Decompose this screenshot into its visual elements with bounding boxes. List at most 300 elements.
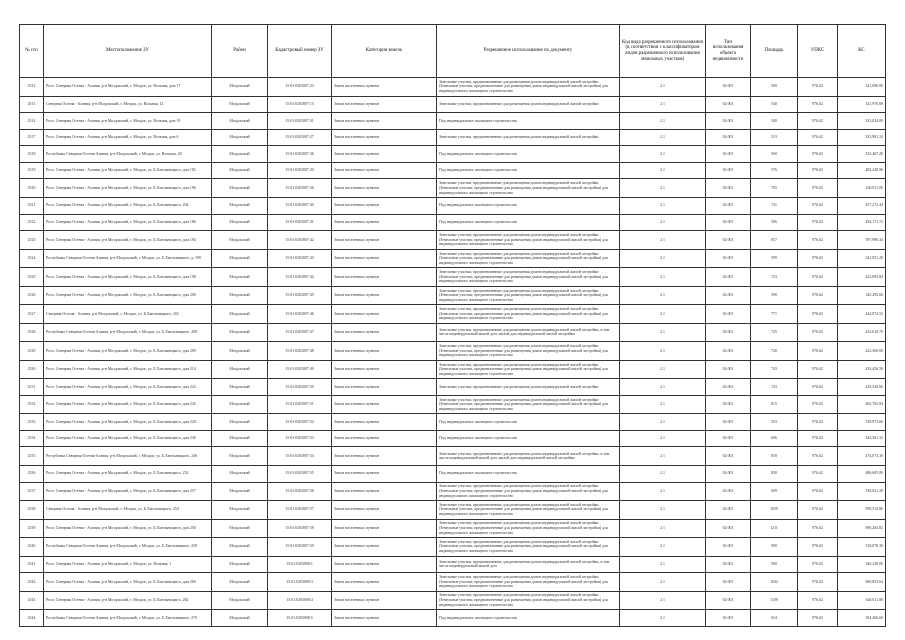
row-category: Земли населенных пунктов (332, 214, 437, 231)
row-district: Моздокский (212, 538, 268, 557)
row-cadastral: 15:01:0203007:44 (268, 268, 332, 287)
row-use-code: 2.1 (620, 113, 706, 130)
row-district: Моздокский (212, 197, 268, 214)
row-cadastral: 15:01:0203007:59 (268, 538, 332, 557)
row-permitted-use: Земельные участки, предназначенные для размещения домов индивидуальной жилой застройки (Земельные участки, предназначенные для размещения домов индивидуальной жилой застройки) для индивидуального жилищного строительства (437, 179, 620, 198)
row-cadastral: 15:01:0203007:57 (268, 501, 332, 520)
row-use-type: 02:001 (706, 146, 751, 163)
row-upks: 976,62 (798, 268, 838, 287)
row-upks: 976,62 (798, 482, 838, 501)
row-ks: 486,685.80 (838, 465, 886, 482)
row-use-type: 02:001 (706, 268, 751, 287)
row-upks: 976,62 (798, 162, 838, 179)
table-row (20, 268, 886, 287)
col-header-ks: КС (838, 25, 886, 78)
row-ks: 626,011.88 (838, 591, 886, 610)
table-row (20, 591, 886, 610)
row-number: 2538 (20, 501, 44, 520)
table-row (20, 573, 886, 592)
row-category: Земли населенных пунктов (332, 430, 437, 447)
row-area: 1059 (751, 501, 798, 520)
row-area: 590 (751, 286, 798, 305)
row-permitted-use: Под индивидуальное жилищное строительство (437, 430, 620, 447)
row-upks: 976,62 (798, 146, 838, 163)
row-location: Респ. Северная Осетия - Алания, р-н Моздокский, г. Моздок, ул. Б.Хмельницкого, дом 228 (44, 414, 212, 431)
col-header-category: Категория земель (332, 25, 437, 78)
row-ks: 321,976.00 (838, 96, 886, 113)
row-number: 2521 (20, 197, 44, 214)
col-header-area: Площадь (751, 25, 798, 78)
row-use-code: 2.1 (620, 305, 706, 324)
row-area: 540 (751, 96, 798, 113)
row-area: 590 (751, 556, 798, 573)
row-permitted-use: Земельные участки, предназначенные для размещения домов индивидуальной жилой застройки (Земельные участки, предназначенные для размещения домов индивидуальной жилой застройки) для индивидуального жилищного строительства (437, 231, 620, 250)
row-cadastral: 15:01:0203007:36 (268, 179, 332, 198)
row-area: 1042 (751, 573, 798, 592)
row-district: Моздокский (212, 179, 268, 198)
row-area: 576 (751, 162, 798, 179)
row-category: Земли населенных пунктов (332, 379, 437, 396)
row-permitted-use: Земельные участки, предназначенные для размещения домов индивидуальной жилой застройки, в том числе индивидуальный жилой дом, жилой дом индивидуальной жилой застройки (437, 447, 620, 466)
col-header-permitted-use: Разрешенное использование по документу (437, 25, 620, 78)
row-category: Земли населенных пунктов (332, 231, 437, 250)
row-ks: 321,096.00 (838, 78, 886, 97)
table-row (20, 501, 886, 520)
row-use-type: 02:001 (706, 430, 751, 447)
row-permitted-use: Земельные участки, предназначенные для размещения домов индивидуальной жилой застройки (437, 379, 620, 396)
row-ks: 600,853.64 (838, 573, 886, 592)
row-category: Земли населенных пунктов (332, 414, 437, 431)
row-location: Республика Северная Осетия-Алания, р-н Моздокский, г. Моздок, ул. Б.Хмельницкого, 270 (44, 610, 212, 627)
row-use-code: 2.1 (620, 414, 706, 431)
row-number: 2535 (20, 447, 44, 466)
row-number: 2534 (20, 430, 44, 447)
row-cadastral: 15:01:0203007:51 (268, 395, 332, 414)
row-area: 1211 (751, 519, 798, 538)
row-area: 723 (751, 268, 798, 287)
row-cadastral: 15:01:0203007:40 (268, 197, 332, 214)
row-upks: 976,62 (798, 447, 838, 466)
row-upks: 976,62 (798, 113, 838, 130)
row-use-code: 2.1 (620, 538, 706, 557)
row-permitted-use: Под индивидуальное жилищное строительство (437, 113, 620, 130)
row-category: Земли населенных пунктов (332, 179, 437, 198)
row-upks: 976,62 (798, 179, 838, 198)
row-district: Моздокский (212, 591, 268, 610)
row-number: 2528 (20, 323, 44, 342)
row-category: Земли населенных пунктов (332, 538, 437, 557)
row-cadastral: 15:01:0203007:53 (268, 430, 332, 447)
row-location: Республика Северная Осетия-Алания, р-н Моздокский, г. Моздок, ул. Б.Хмельницкого, 258 (44, 538, 212, 557)
row-upks: 976,62 (798, 96, 838, 113)
row-category: Земли населенных пунктов (332, 465, 437, 482)
table-row (20, 482, 886, 501)
table-row (20, 430, 886, 447)
row-use-type: 02:001 (706, 447, 751, 466)
row-use-type: 02:001 (706, 379, 751, 396)
row-location: Респ. Северная Осетия - Алания, р-н Моздокский, г. Моздок, ул. Б.Хмельницкого, дом 256 (44, 519, 212, 538)
row-category: Земли населенных пунктов (332, 286, 437, 305)
row-use-type: 02:001 (706, 214, 751, 231)
row-category: Земли населенных пунктов (332, 573, 437, 592)
table-row (20, 96, 886, 113)
row-area: 506 (751, 214, 798, 231)
row-permitted-use: Земельные участки, предназначенные для размещения домов индивидуальной жилой застройки (Земельные участки, предназначенные для размещения домов индивидуальной жилой застройки) для индивидуального жилищного строительства (437, 591, 620, 610)
row-district: Моздокский (212, 249, 268, 268)
row-permitted-use: Земельные участки, предназначенные для размещения домов индивидуальной жилой застройки (437, 129, 620, 146)
row-upks: 976,62 (798, 610, 838, 627)
row-category: Земли населенных пунктов (332, 610, 437, 627)
row-area: 553 (751, 414, 798, 431)
row-category: Земли населенных пунктов (332, 591, 437, 610)
row-district: Моздокский (212, 482, 268, 501)
row-upks: 976,62 (798, 538, 838, 557)
row-district: Моздокский (212, 360, 268, 379)
row-area: 560 (751, 146, 798, 163)
row-district: Моздокский (212, 447, 268, 466)
row-permitted-use: Земельные участки, предназначенные для размещения домов индивидуальной жилой застройки (Земельные участки, предназначенные для размещения домов индивидуальной жилой застройки) для индивидуального жилищного строительства (437, 342, 620, 361)
row-district: Моздокский (212, 573, 268, 592)
row-cadastral: 15:01:0203007:31 (268, 113, 332, 130)
row-number: 2518 (20, 146, 44, 163)
row-number: 2536 (20, 465, 44, 482)
row-use-code: 2.1 (620, 197, 706, 214)
row-district: Моздокский (212, 556, 268, 573)
row-use-type: 02:001 (706, 360, 751, 379)
row-number: 2537 (20, 482, 44, 501)
row-area: 815 (751, 395, 798, 414)
row-use-type: 02:001 (706, 286, 751, 305)
row-ks: 422,560.00 (838, 342, 886, 361)
row-location: Северная Осетия - Алания, р-н Моздокский, г. Моздок, ул. Вольная, 12 (44, 96, 212, 113)
row-upks: 976,62 (798, 573, 838, 592)
table-row (20, 197, 886, 214)
document-page (19, 24, 885, 627)
row-use-code: 2.1 (620, 501, 706, 520)
row-upks: 976,62 (798, 465, 838, 482)
table-row (20, 231, 886, 250)
row-cadastral: 15:01:0203007:48 (268, 342, 332, 361)
row-use-type: 02:001 (706, 519, 751, 538)
row-use-type: 02:001 (706, 323, 751, 342)
row-number: 2543 (20, 591, 44, 610)
row-cadastral: 15:01:0203008:4 (268, 591, 332, 610)
row-cadastral: 15:01:0203008:3 (268, 573, 332, 592)
row-district: Моздокский (212, 268, 268, 287)
row-location: Респ. Северная Осетия - Алания, р-н Моздокский, г. Моздок, ул. Б.Хмельницкого, дом 182 (44, 162, 212, 179)
table-row (20, 556, 886, 573)
row-cadastral: 15:01:0203007:43 (268, 249, 332, 268)
row-district: Моздокский (212, 395, 268, 414)
row-ks: 422,610.70 (838, 323, 886, 342)
row-area: 743 (751, 379, 798, 396)
row-location: Респ. Северная Осетия - Алания, р-н Моздокский, г. Моздок, ул. Б.Хмельницкого, дом 196 (44, 179, 212, 198)
table-row (20, 342, 886, 361)
row-permitted-use: Земельные участки, предназначенные для размещения домов индивидуальной жилой застройки (Земельные участки, предназначенные для размещения домов индивидуальной жилой застройки) для индивидуального жилищного строительства (437, 395, 620, 414)
row-upks: 976,62 (798, 305, 838, 324)
row-location: Респ. Северная Осетия - Алания, р-н Моздокский, г. Моздок, ул. Б.Хмельницкого, дом 236 (44, 430, 212, 447)
row-use-type: 02:001 (706, 414, 751, 431)
row-use-type: 02:001 (706, 249, 751, 268)
row-number: 2519 (20, 162, 44, 179)
row-category: Земли населенных пунктов (332, 482, 437, 501)
row-location: Респ. Северная Осетия - Алания, р-н Моздокский, г. Моздок, ул. Б.Хмельницкого, дом 194 (44, 231, 212, 250)
row-use-code: 2.1 (620, 465, 706, 482)
row-permitted-use: Под индивидуальное жилищное строительство (437, 162, 620, 179)
row-cadastral: 15:01:0203007:46 (268, 305, 332, 324)
row-ks: 394,266.60 (838, 610, 886, 627)
table-row (20, 214, 886, 231)
row-use-code: 2.1 (620, 360, 706, 379)
row-number: 2532 (20, 395, 44, 414)
row-district: Моздокский (212, 379, 268, 396)
row-ks: 494,171.72 (838, 214, 886, 231)
row-district: Моздокский (212, 430, 268, 447)
row-cadastral: 15:01:0203007:36 (268, 146, 332, 163)
row-category: Земли населенных пунктов (332, 305, 437, 324)
row-use-type: 02:001 (706, 501, 751, 520)
row-number: 2539 (20, 519, 44, 538)
row-district: Моздокский (212, 231, 268, 250)
table-row (20, 519, 886, 538)
row-location: Респ. Северная Осетия - Алания, р-н Моздокский, г. Моздок, ул. Б.Хмельницкого, дом 257 (44, 482, 212, 501)
row-ks: 465,765.84 (838, 395, 886, 414)
row-use-code: 2.1 (620, 430, 706, 447)
row-area: 500 (751, 78, 798, 97)
row-use-code: 2.1 (620, 573, 706, 592)
row-use-code: 2.1 (620, 379, 706, 396)
row-upks: 976,62 (798, 395, 838, 414)
row-location: Респ. Северная Осетия - Алания, р-н Моздокский, г. Моздок, ул. Вольная, 1 (44, 556, 212, 573)
row-ks: 429,526.66 (838, 379, 886, 396)
row-use-code: 2.1 (620, 286, 706, 305)
row-permitted-use: Под индивидуальное жилищное строительство (437, 146, 620, 163)
row-ks: 518,078.30 (838, 538, 886, 557)
row-ks: 437,272.44 (838, 197, 886, 214)
row-use-code: 2.1 (620, 162, 706, 179)
row-ks: 433,426.56 (838, 360, 886, 379)
row-permitted-use: Земельные участки, предназначенные для размещения домов индивидуальной жилой застройки (Земельные участки, предназначенные для размещения домов индивидуальной жилой застройки) для индивидуального жилищного строительства (437, 538, 620, 557)
row-district: Моздокский (212, 305, 268, 324)
row-permitted-use: Земельные участки, предназначенные для размещения домов индивидуальной жилой застройки (Земельные участки, предназначенные для размещения домов индивидуальной жилой застройки) для индивидуального жилищного строительства (437, 360, 620, 379)
row-use-type: 02:001 (706, 78, 751, 97)
row-use-code: 2.1 (620, 146, 706, 163)
row-upks: 976,62 (798, 414, 838, 431)
row-ks: 397,996.34 (838, 231, 886, 250)
row-area: 540 (751, 113, 798, 130)
row-permitted-use: Земельные участки, предназначенные для размещения домов индивидуальной жилой застройки (Земельные участки, предназначенные для размещения домов индивидуальной жилой застройки) для индивидуального жилищного строительства (437, 573, 620, 592)
row-use-code: 2.1 (620, 249, 706, 268)
row-category: Земли населенных пунктов (332, 395, 437, 414)
row-category: Земли населенных пунктов (332, 342, 437, 361)
row-cadastral: 15:01:0203007:27 (268, 129, 332, 146)
row-cadastral: 15:01:0203007:42 (268, 231, 332, 250)
table-row (20, 129, 886, 146)
row-use-type: 02:001 (706, 395, 751, 414)
row-use-code: 2.1 (620, 342, 706, 361)
row-area: 606 (751, 430, 798, 447)
row-use-type: 02:001 (706, 197, 751, 214)
row-use-code: 2.1 (620, 268, 706, 287)
table-row (20, 465, 886, 482)
row-upks: 976,62 (798, 519, 838, 538)
table-row (20, 162, 886, 179)
row-category: Земли населенных пунктов (332, 78, 437, 97)
row-use-type: 02:001 (706, 129, 751, 146)
row-use-type: 02:001 (706, 610, 751, 627)
table-row (20, 538, 886, 557)
row-category: Земли населенных пунктов (332, 197, 437, 214)
row-permitted-use: Земельные участки, предназначенные для размещения домов индивидуальной жилой застройки (Земельные участки, предназначенные для размещения домов индивидуальной жилой застройки) для индивидуального жилищного строительства (437, 482, 620, 501)
row-cadastral: 15:01:0203007:49 (268, 360, 332, 379)
row-location: Респ. Северная Осетия - Алания, р-н Моздокский, г. Моздок, ул. Б.Хмельницкого, 204 (44, 197, 212, 214)
row-permitted-use: Земельные участки, предназначенные для размещения домов индивидуальной жилой застройки, в том числе индивидуальный жилой дом, жилой дом индивидуальной жилой застройки (437, 323, 620, 342)
col-header-district: Район (212, 25, 268, 78)
table-row (20, 379, 886, 396)
row-location: Респ. Северная Осетия - Алания, р-н Моздокский, г. Моздок, ул. Б.Хмельницкого, дом 198 (44, 268, 212, 287)
row-use-code: 2.1 (620, 519, 706, 538)
row-use-type: 02:001 (706, 482, 751, 501)
row-cadastral: 15:01:0203007:20 (268, 162, 332, 179)
row-cadastral: 15:01:0203007:58 (268, 519, 332, 538)
row-use-code: 2.1 (620, 96, 706, 113)
table-row (20, 414, 886, 431)
table-row (20, 395, 886, 414)
row-location: Республика Северная Осетия-Алания, р-н Моздокский, г. Моздок, ул. Б.Хмельницкого, 208 (44, 323, 212, 342)
row-category: Земли населенных пунктов (332, 519, 437, 538)
row-use-code: 2.1 (620, 556, 706, 573)
row-use-type: 02:001 (706, 342, 751, 361)
row-location: Респ. Северная Осетия - Алания, р-н Моздокский, г. Моздок, ул. Б.Хмельницкого, дом 186 (44, 214, 212, 231)
row-use-type: 02:001 (706, 179, 751, 198)
table-body (20, 78, 886, 627)
row-category: Земли населенных пунктов (332, 323, 437, 342)
table-row (20, 610, 886, 627)
table-row (20, 360, 886, 379)
table-row (20, 249, 886, 268)
col-header-cadastral: Кадастровый номер ЗУ (268, 25, 332, 78)
table-row (20, 447, 886, 466)
row-cadastral: 15:01:0203008:5 (268, 610, 332, 627)
row-use-code: 2.1 (620, 591, 706, 610)
row-number: 2526 (20, 286, 44, 305)
row-ks: 340,238.00 (838, 556, 886, 573)
row-area: 725 (751, 323, 798, 342)
row-district: Моздокский (212, 286, 268, 305)
row-area: 720 (751, 342, 798, 361)
row-ks: 323,981.24 (838, 129, 886, 146)
row-use-type: 02:001 (706, 573, 751, 592)
table-row (20, 78, 886, 97)
row-cadastral: 15:01:0203007:52 (268, 414, 332, 431)
row-district: Моздокский (212, 501, 268, 520)
row-ks: 343,561.32 (838, 430, 886, 447)
row-number: 2524 (20, 249, 44, 268)
table-row (20, 179, 886, 198)
row-ks: 444,974.52 (838, 305, 886, 324)
row-location: Северная Осетия - Алания, р-н Моздокский, г. Моздок, ул. Б.Хмельницкого, 254 (44, 501, 212, 520)
row-district: Моздокский (212, 323, 268, 342)
row-area: 741 (751, 197, 798, 214)
row-use-type: 02:001 (706, 162, 751, 179)
row-district: Моздокский (212, 96, 268, 113)
row-category: Земли населенных пунктов (332, 501, 437, 520)
table-row (20, 113, 886, 130)
row-category: Земли населенных пунктов (332, 249, 437, 268)
row-district: Моздокский (212, 78, 268, 97)
row-upks: 976,62 (798, 129, 838, 146)
row-number: 2520 (20, 179, 44, 198)
row-permitted-use: Земельные участки, предназначенные для размещения домов индивидуальной жилой застройки (Земельные участки, предназначенные для размещения домов индивидуальной жилой застройки) для индивидуального жилищного строительства (437, 249, 620, 268)
row-category: Земли населенных пунктов (332, 360, 437, 379)
row-location: Республика Северная Осетия-Алания, р-н Моздокский, г. Моздок, ул. Вольная, 28 (44, 146, 212, 163)
row-ks: 690,204.82 (838, 519, 886, 538)
row-number: 2529 (20, 342, 44, 361)
row-number: 2513 (20, 96, 44, 113)
row-use-type: 02:001 (706, 305, 751, 324)
row-ks: 345,295.60 (838, 286, 886, 305)
row-district: Моздокский (212, 610, 268, 627)
row-permitted-use: Земельные участки, предназначенные для размещения домов индивидуальной жилой застройки (Земельные участки, предназначенные для размещения домов индивидуальной жилой застройки) для индивидуального жилищного строительства (437, 286, 620, 305)
row-use-type: 02:001 (706, 465, 751, 482)
row-ks: 323,024.00 (838, 113, 886, 130)
row-area: 743 (751, 360, 798, 379)
row-category: Земли населенных пунктов (332, 129, 437, 146)
row-area: 818 (751, 447, 798, 466)
col-header-use-code: Код вида разрешенного использования (в соответствии с классификатором видов разрешенного использования земельных участков) (620, 25, 706, 78)
row-district: Моздокский (212, 519, 268, 538)
row-upks: 976,62 (798, 591, 838, 610)
row-location: Респ. Северная Осетия - Алания, р-н Моздокский, г. Моздок, ул. Вольная, дом 6 (44, 129, 212, 146)
row-use-type: 02:001 (706, 538, 751, 557)
row-permitted-use: Под индивидуальное жилищное строительство (437, 465, 620, 482)
row-category: Земли населенных пунктов (332, 146, 437, 163)
row-category: Земли населенных пунктов (332, 556, 437, 573)
row-permitted-use: Под индивидуальное жилищное строительство (437, 414, 620, 431)
row-district: Моздокский (212, 129, 268, 146)
row-upks: 976,62 (798, 323, 838, 342)
row-use-code: 2.1 (620, 482, 706, 501)
row-number: 2522 (20, 214, 44, 231)
row-location: Респ. Северная Осетия - Алания, р-н Моздокский, г. Моздок, ул. Б.Хмельницкого, 262 (44, 591, 212, 610)
row-category: Земли населенных пунктов (332, 268, 437, 287)
row-district: Моздокский (212, 465, 268, 482)
row-number: 2531 (20, 379, 44, 396)
row-use-type: 02:001 (706, 231, 751, 250)
row-use-code: 2.1 (620, 323, 706, 342)
row-use-code: 2.1 (620, 231, 706, 250)
table-row (20, 286, 886, 305)
row-number: 2512 (20, 78, 44, 97)
table-header (20, 25, 886, 78)
row-use-type: 02:001 (706, 96, 751, 113)
row-permitted-use: Под индивидуальное жилищное строительство (437, 197, 620, 214)
row-upks: 976,62 (798, 249, 838, 268)
row-category: Земли населенных пунктов (332, 447, 437, 466)
row-location: Республика Северная Осетия-Алания, р-н Моздокский, г. Моздок, ул. Б.Хмельницкого, 246 (44, 447, 212, 466)
row-ks: 422,093.84 (838, 268, 886, 287)
row-use-code: 2.1 (620, 214, 706, 231)
row-category: Земли населенных пунктов (332, 113, 437, 130)
row-number: 2517 (20, 129, 44, 146)
row-district: Моздокский (212, 414, 268, 431)
row-cadastral: 15:01:0203007:55 (268, 465, 332, 482)
row-permitted-use: Земельные участки, предназначенные для размещения домов индивидуальной жилой застройки (Земельные участки, предназначенные для размещения домов индивидуальной жилой застройки) для индивидуального жилищного строительства (437, 268, 620, 287)
row-ks: 474,073.30 (838, 447, 886, 466)
row-location: Респ. Северная Осетия - Алания, р-н Моздокский, г. Моздок, ул. Б.Хмельницкого, дом 214 (44, 360, 212, 379)
row-area: 513 (751, 129, 798, 146)
table-row (20, 146, 886, 163)
